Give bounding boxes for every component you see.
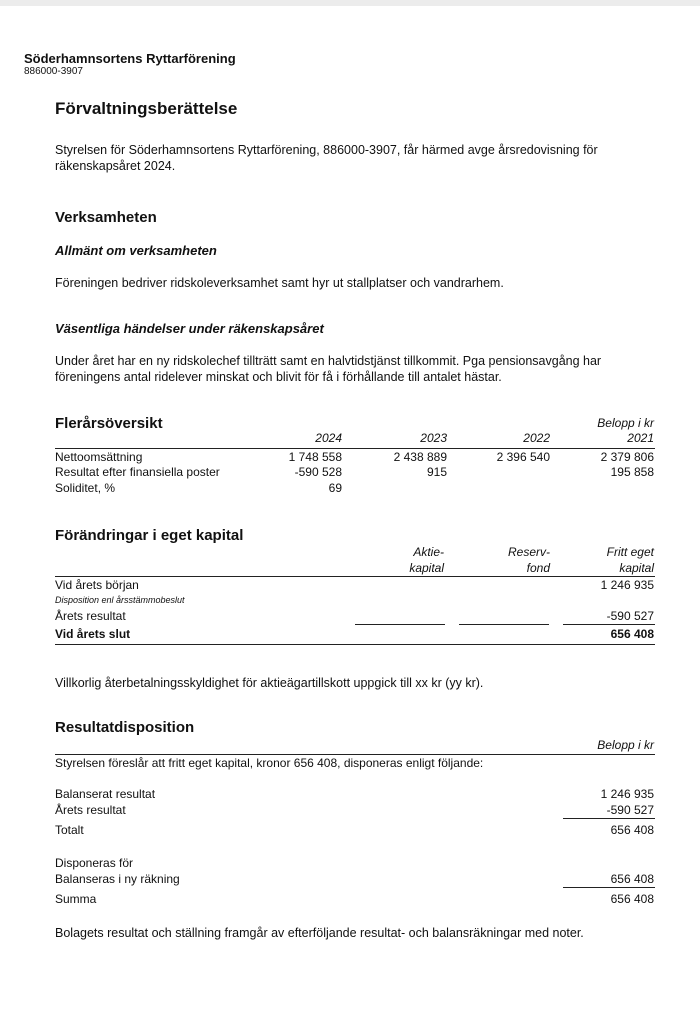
row-end-value: 656 408 xyxy=(610,627,654,641)
forandringar-bottom-rule xyxy=(55,644,655,645)
summa-label: Summa xyxy=(55,892,97,906)
org-number: 886000-3907 xyxy=(24,66,83,77)
sum-rule-fritt xyxy=(563,624,655,625)
arets-label: Årets resultat xyxy=(55,803,126,817)
col-fritt-eget-l2: kapital xyxy=(619,561,654,575)
flerars-row-label: Resultat efter finansiella poster xyxy=(55,465,220,479)
totalt-label: Totalt xyxy=(55,823,84,837)
ny-rakning-label: Balanseras i ny räkning xyxy=(55,872,180,886)
row-result-label: Årets resultat xyxy=(55,609,126,623)
section-heading-flerars: Flerårsöversikt xyxy=(55,415,163,432)
disponeras-label: Disponeras för xyxy=(55,856,134,870)
col-aktiekapital-l2: kapital xyxy=(409,561,444,575)
ny-rakning-value: 656 408 xyxy=(610,872,654,886)
flerars-cell: -590 528 xyxy=(294,465,342,479)
flerars-cell: 2 379 806 xyxy=(600,450,654,464)
summa-rule xyxy=(563,887,655,888)
flerars-unit: Belopp i kr xyxy=(597,416,654,430)
flerars-cell: 2 438 889 xyxy=(393,450,447,464)
flerars-cell: 195 858 xyxy=(610,465,654,479)
flerars-cell: 915 xyxy=(426,465,447,479)
forandringar-header-rule xyxy=(55,576,655,577)
subheading-handelser: Väsentliga händelser under räkenskapsåret xyxy=(55,321,324,336)
flerars-col-2023: 2023 xyxy=(420,431,447,445)
allmant-paragraph: Föreningen bedriver ridskoleverksamhet samt hyr ut stallplatser och vandrarhem. xyxy=(55,276,504,290)
sum-rule-reservfond xyxy=(459,624,549,625)
flerars-cell: 1 748 558 xyxy=(288,450,342,464)
row-end-label: Vid årets slut xyxy=(55,627,131,641)
resultatdisposition-rule xyxy=(55,754,655,755)
arets-value: -590 527 xyxy=(606,803,654,817)
row-result-value: -590 527 xyxy=(606,609,654,623)
villkorlig-paragraph: Villkorlig återbetalningsskyldighet för aktieägartillskott uppgick till xx kr (yy kr). xyxy=(55,676,484,690)
org-name: Söderhamnsortens Ryttarförening xyxy=(24,51,236,66)
sum-rule-aktiekapital xyxy=(355,624,445,625)
flerars-col-2022: 2022 xyxy=(523,431,550,445)
totalt-value: 656 408 xyxy=(610,823,654,837)
section-heading-verksamheten: Verksamheten xyxy=(55,209,157,226)
balanserat-label: Balanserat resultat xyxy=(55,787,156,801)
intro-paragraph: Styrelsen för Söderhamnsortens Ryttarförening, 886000-3907, får härmed avge årsredovisning för räkenskapsåret 2024. xyxy=(55,143,598,173)
row-start-value: 1 246 935 xyxy=(600,578,654,592)
col-reservfond-l1: Reserv- xyxy=(507,545,550,559)
col-reservfond-l2: fond xyxy=(526,561,550,575)
flerars-col-2024: 2024 xyxy=(315,431,342,445)
flerars-cell: 69 xyxy=(328,481,342,495)
section-heading-resultatdisposition: Resultatdisposition xyxy=(55,719,195,736)
top-edge xyxy=(0,0,700,6)
col-aktiekapital-l1: Aktie- xyxy=(413,545,444,559)
col-fritt-eget-l1: Fritt eget xyxy=(606,545,654,559)
subheading-allmant: Allmänt om verksamheten xyxy=(55,243,217,258)
handelser-paragraph: Under året har en ny ridskolechef tillträtt samt en halvtidstjänst tillkommit. Pga pensionsavgång har föreningens antal ridelever minskat och blivit för få i förhållande till antalet hästar. xyxy=(55,354,602,384)
resultatdisposition-unit: Belopp i kr xyxy=(597,738,654,752)
flerars-col-2021: 2021 xyxy=(627,431,654,445)
totalt-rule xyxy=(563,818,655,819)
page-title: Förvaltningsberättelse xyxy=(55,99,238,118)
row-start-label: Vid årets början xyxy=(55,578,139,592)
section-heading-forandringar: Förändringar i eget kapital xyxy=(55,527,244,544)
flerars-row-label: Soliditet, % xyxy=(55,481,116,495)
flerars-row-label: Nettoomsättning xyxy=(55,450,143,464)
closing-paragraph: Bolagets resultat och ställning framgår av efterföljande resultat- och balansräkningar med noter. xyxy=(55,926,584,940)
balanserat-value: 1 246 935 xyxy=(600,787,654,801)
row-disposition-label: Disposition enl årsstämmobeslut xyxy=(55,595,185,605)
proposal-text: Styrelsen föreslår att fritt eget kapital, kronor 656 408, disponeras enligt följande: xyxy=(55,756,484,770)
summa-value: 656 408 xyxy=(610,892,654,906)
flerars-header-rule xyxy=(55,448,655,449)
flerars-cell: 2 396 540 xyxy=(496,450,550,464)
